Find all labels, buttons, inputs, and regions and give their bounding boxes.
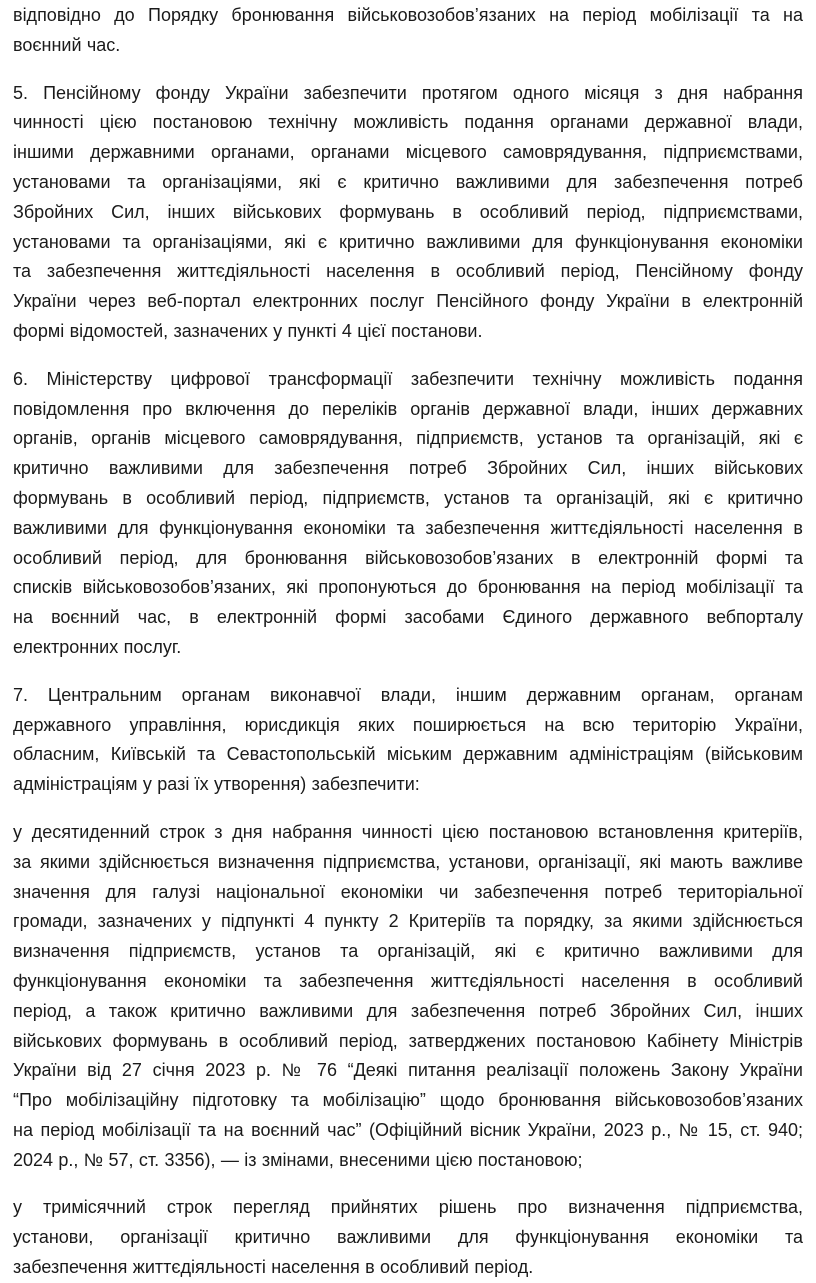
text-line: функціонування економіки та забезпечення життєдіяльності населення в особливий <box>13 970 803 991</box>
text-line: списків військовозобов’язаних, які пропонуються до бронювання на період мобілізації та <box>13 577 803 598</box>
text-line: України від 27 січня 2023 р. № 76 “Деякі питання реалізації положень Закону України <box>13 1060 803 1081</box>
text-line: відповідно до Порядку бронювання військовозобов’язаних на період мобілізації та на <box>13 5 803 25</box>
text-line: критично важливими для забезпечення потреб Збройних Сил, інших військових <box>13 458 803 479</box>
paragraph <box>13 681 803 800</box>
text-line: воєнний час. <box>13 34 121 55</box>
text-line: іншими державними органами, органами місцевого самоврядування, підприємствами, <box>13 142 803 163</box>
paragraph <box>13 79 803 347</box>
text-line: “Про мобілізаційну підготовку та мобілізацію” щодо бронювання військовозобов’язаних <box>13 1090 803 1111</box>
paragraph <box>13 1193 803 1282</box>
text-line: установами та організаціями, які є критично важливими для забезпечення потреб <box>13 171 803 192</box>
paragraph <box>13 1 803 61</box>
text-line: 2024 р., № 57, ст. 3356), — із змінами, внесеними цією постановою; <box>13 1149 583 1170</box>
text-line: електронних послуг. <box>13 636 182 657</box>
text-line: України через веб-портал електронних послуг Пенсійного фонду України в електронній <box>13 291 803 312</box>
text-line: військових формувань в особливий період, затверджених постановою Кабінету Міністрів <box>13 1030 803 1051</box>
text-line: за якими здійснюється визначення підприємства, установи, організації, які мають важливе <box>13 851 803 872</box>
text-line: на період мобілізації та на воєнний час” (Офіційний вісник України, 2023 р., № 15, ст. 940; <box>13 1119 803 1140</box>
text-line: на воєнний час, в електронній формі засобами Єдиного державного вебпорталу <box>13 607 803 628</box>
text-line: обласним, Київській та Севастопольській міським державним адміністраціям (військовим <box>13 744 803 765</box>
text-line: державного управління, юрисдикція яких поширюється на всю територію України, <box>13 714 803 735</box>
text-line: органів, органів місцевого самоврядування, підприємств, установ та організацій, які є <box>13 428 803 449</box>
text-line: формі відомостей, зазначених у пункті 4 цієї постанови. <box>13 320 483 341</box>
text-line: визначення підприємств, установ та організацій, які є критично важливими для <box>13 941 803 962</box>
text-line: 7. Центральним органам виконавчої влади, іншим державним органам, органам <box>13 684 803 705</box>
text-line: повідомлення про включення до переліків органів державної влади, інших державних <box>13 398 803 419</box>
text-line: 5. Пенсійному фонду України забезпечити протягом одного місяця з дня набрання <box>13 82 803 103</box>
text-line: чинності цією постановою технічну можливість подання органами державної влади, <box>13 112 803 133</box>
text-line: громади, зазначених у підпункті 4 пункту 2 Критеріїв та порядку, за якими здійснюється <box>13 911 803 932</box>
text-line: формувань в особливий період, підприємств, установ та організацій, які є критично <box>13 487 803 508</box>
text-line: 6. Міністерству цифрової трансформації забезпечити технічну можливість подання <box>13 368 803 389</box>
text-line: особливий період, для бронювання військовозобов’язаних в електронній формі та <box>13 547 803 568</box>
text-line: у тримісячний строк перегляд прийнятих рішень про визначення підприємства, <box>13 1197 803 1218</box>
paragraph <box>13 818 803 1176</box>
text-line: важливими для функціонування економіки та забезпечення життєдіяльності населення в <box>13 517 803 538</box>
text-line: установами та організаціями, які є критично важливими для функціонування економіки <box>13 231 803 252</box>
text-line: забезпечення життєдіяльності населення в особливий період. <box>13 1257 534 1278</box>
text-line: значення для галузі національної економіки чи забезпечення потреб територіальної <box>13 881 803 902</box>
paragraph <box>13 365 803 663</box>
text-line: період, а також критично важливими для забезпечення потреб Збройних Сил, інших <box>13 1000 803 1021</box>
text-line: адміністраціям у разі їх утворення) забезпечити: <box>13 774 420 795</box>
text-line: у десятиденний строк з дня набрання чинності цією постановою встановлення критеріїв, <box>13 821 803 842</box>
text-line: та забезпечення життєдіяльності населення в особливий період, Пенсійному фонду <box>13 261 803 282</box>
text-line: Збройних Сил, інших військових формувань в особливий період, підприємствами, <box>13 201 803 222</box>
text-line: установи, організації критично важливими для функціонування економіки та <box>13 1227 803 1248</box>
